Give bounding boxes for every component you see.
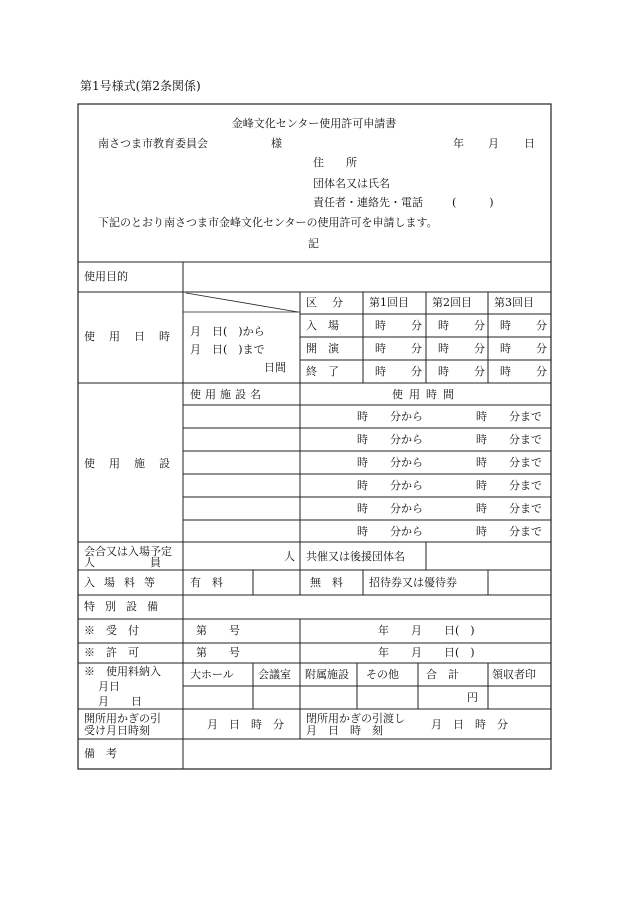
time-minute-1-1: 分 xyxy=(411,319,422,332)
time-hour-2-1: 時 xyxy=(375,342,386,355)
attendance-unit: 人 xyxy=(284,550,295,563)
facilities-label: 使用施設 xyxy=(84,457,184,470)
applicant-name-label: 団体名又は氏名 xyxy=(313,177,390,190)
facility-name-header: 使用施設名 xyxy=(190,388,265,401)
address-label: 住 所 xyxy=(313,156,357,169)
application-statement: 下記のとおり南さつま市金峰文化センターの使用許可を申請します。 xyxy=(98,216,438,229)
time-hour-2-2: 時 xyxy=(438,342,449,355)
honorific: 様 xyxy=(271,137,282,150)
date-day: 日 xyxy=(524,137,535,150)
permit-number: 第 号 xyxy=(196,646,240,659)
contact-label: 責任者・連絡先・電話 xyxy=(313,196,423,209)
reception-number: 第 号 xyxy=(196,624,240,637)
sponsor-label: 共催又は後援団体名 xyxy=(306,550,405,563)
time-minute-2-1: 分 xyxy=(411,342,422,355)
payment-meeting-room: 会議室 xyxy=(258,668,291,681)
form-title: 金峰文化センター使用許可申請書 xyxy=(231,117,397,130)
time-hour-1-1: 時 xyxy=(375,319,386,332)
time-minute-2-3: 分 xyxy=(536,342,547,355)
row-start-label: 開 演 xyxy=(306,342,339,355)
payment-label-2: 月日 xyxy=(98,680,120,693)
row-entry-label: 入 場 xyxy=(306,319,339,332)
time-minute-3-3: 分 xyxy=(536,365,547,378)
date-range-from: 月 日( )から xyxy=(190,325,265,338)
reception-date: 年 月 日( ) xyxy=(378,624,475,637)
dates-label: 使用日時 xyxy=(84,330,184,343)
facility-time-from-4: 時 分から xyxy=(357,479,423,492)
attendance-label-1: 会合又は入場予定 xyxy=(84,545,172,558)
time-minute-3-2: 分 xyxy=(474,365,485,378)
form-number-label: 第1号様式(第2条関係) xyxy=(80,79,201,93)
time-hour-1-3: 時 xyxy=(500,319,511,332)
fee-invite: 招待券又は優待券 xyxy=(369,576,457,589)
date-range-to: 月 日( )まで xyxy=(190,343,265,356)
facility-time-from-2: 時 分から xyxy=(357,433,423,446)
kubun-header: 区 分 xyxy=(306,296,345,309)
special-equipment-label: 特別設備 xyxy=(84,600,168,613)
key-return-label-1: 閉所用かぎの引渡し xyxy=(306,712,405,725)
payment-label-1: ※ 使用料納入 xyxy=(84,665,161,678)
key-return-time: 月 日 時 分 xyxy=(431,718,508,731)
facility-time-to-1: 時 分まで xyxy=(476,410,542,423)
facility-time-to-4: 時 分まで xyxy=(476,479,542,492)
payment-label-3: 月 日 xyxy=(98,695,142,708)
fee-label: 入場料等 xyxy=(84,576,164,589)
fee-paid: 有 料 xyxy=(190,576,223,589)
round-3-header: 第3回目 xyxy=(494,296,534,309)
facility-time-to-6: 時 分まで xyxy=(476,525,542,538)
payment-total: 合 計 xyxy=(426,668,459,681)
phone-paren: ( ) xyxy=(452,196,494,209)
round-2-header: 第2回目 xyxy=(432,296,472,309)
time-minute-1-2: 分 xyxy=(474,319,485,332)
date-period: 日間 xyxy=(264,361,286,374)
key-return-label-2: 月 日 時 刻 xyxy=(306,724,383,737)
addressee: 南さつま市教育委員会 xyxy=(98,137,208,150)
time-hour-3-1: 時 xyxy=(375,365,386,378)
reception-label: ※ 受 付 xyxy=(84,624,139,637)
facility-time-to-3: 時 分まで xyxy=(476,456,542,469)
payment-hall: 大ホール xyxy=(190,668,234,681)
time-minute-1-3: 分 xyxy=(536,319,547,332)
time-hour-3-2: 時 xyxy=(438,365,449,378)
facility-time-to-5: 時 分まで xyxy=(476,502,542,515)
purpose-label: 使用目的 xyxy=(84,270,128,283)
payment-receiver: 領収者印 xyxy=(492,668,536,681)
permit-label: ※ 許 可 xyxy=(84,646,139,659)
date-month: 月 xyxy=(488,137,499,150)
facility-time-from-6: 時 分から xyxy=(357,525,423,538)
key-receive-time: 月 日 時 分 xyxy=(207,718,284,731)
round-1-header: 第1回目 xyxy=(369,296,409,309)
row-end-label: 終 了 xyxy=(306,365,339,378)
time-hour-2-3: 時 xyxy=(500,342,511,355)
facility-time-from-5: 時 分から xyxy=(357,502,423,515)
permit-date: 年 月 日( ) xyxy=(378,646,475,659)
time-minute-3-1: 分 xyxy=(411,365,422,378)
payment-yen: 円 xyxy=(467,691,478,704)
fee-free: 無 料 xyxy=(310,576,343,589)
payment-attached: 附属施設 xyxy=(305,668,349,681)
facility-time-from-1: 時 分から xyxy=(357,410,423,423)
facility-time-to-2: 時 分まで xyxy=(476,433,542,446)
facility-time-header: 使用時間 xyxy=(392,388,460,401)
payment-other: その他 xyxy=(366,668,399,681)
key-receive-label-2: 受け月日時刻 xyxy=(84,724,150,737)
key-receive-label-1: 開所用かぎの引 xyxy=(84,712,161,725)
attendance-label-2: 人 員 xyxy=(84,556,161,569)
time-minute-2-2: 分 xyxy=(474,342,485,355)
time-hour-1-2: 時 xyxy=(438,319,449,332)
remarks-label: 備 考 xyxy=(84,747,117,760)
time-hour-3-3: 時 xyxy=(500,365,511,378)
facility-time-from-3: 時 分から xyxy=(357,456,423,469)
ki-mark: 記 xyxy=(308,237,319,250)
date-year: 年 xyxy=(453,137,464,150)
